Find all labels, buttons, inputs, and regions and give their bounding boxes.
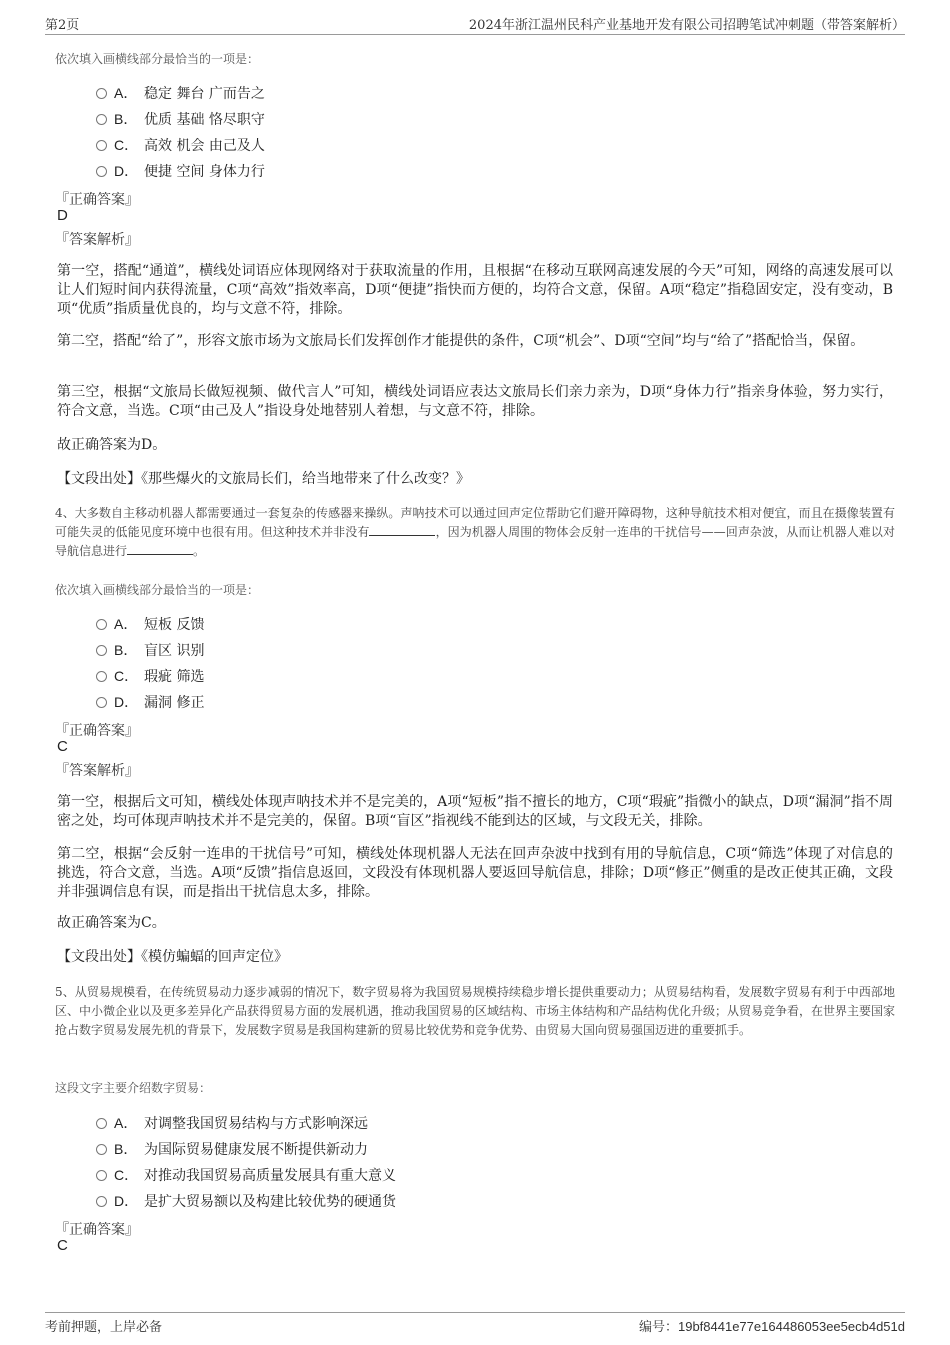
q4-prompt: 依次填入画横线部分最恰当的一项是： <box>55 583 260 597</box>
radio-icon[interactable] <box>96 1118 107 1129</box>
radio-icon[interactable] <box>96 645 107 656</box>
q4-analysis-label: 『答案解析』 <box>55 763 139 779</box>
q3-prompt: 依次填入画横线部分最恰当的一项是： <box>55 52 260 66</box>
blank-2 <box>127 542 193 555</box>
q3-source: 【文段出处】《那些爆火的文旅局长们，给当地带来了什么改变？》 <box>57 471 470 487</box>
q3-analysis-label: 『答案解析』 <box>55 232 139 248</box>
page-footer <box>45 1312 905 1339</box>
q4-stem: 4、大多数自主移动机器人都需要通过一套复杂的传感器来操纵。声呐技术可以通过回声定位帮助它们避开障碍物，这种导航技术相对便宜，而且在摄像装置有可能失灵的低能见度环境中也很有用。但这种技术并非没有 ，因为机器人周围的物体会反射一连串的干扰信号——回声杂波，从而让机器人难以对导航信息进行 。 <box>55 506 895 558</box>
page-number: 第2页 <box>45 18 80 33</box>
q5-correct-label: 『正确答案』 <box>55 1222 139 1238</box>
q5-stem: 5、从贸易规模看，在传统贸易动力逐步减弱的情况下，数字贸易将为我国贸易规模持续稳步增长提供重要动力；从贸易结构看，发展数字贸易有利于中西部地区、中小微企业以及更多差异化产品获得贸易方面的发展机遇，推动我国贸易的区域结构、市场主体结构和产品结构优化升级；从贸易竞争看，在世界主要国家抢占数字贸易发展先机的背景下，发展数字贸易是我国构建新的贸易比较优势和竞争优势、由贸易大国向贸易强国迈进的重要抓手。 <box>55 985 896 1037</box>
footer-slogan: 考前押题，上岸必备 <box>45 1320 163 1335</box>
q4-source: 【文段出处】《模仿蝙蝠的回声定位》 <box>57 949 288 965</box>
footer-code-block <box>639 1316 905 1335</box>
radio-icon[interactable] <box>96 88 107 99</box>
q3-analysis-2: 第二空，搭配“给了”，形容文旅市场为文旅局长们发挥创作才能提供的条件，C项“机会”、D项“空间”均与“给了”搭配恰当，保留。 <box>57 333 865 349</box>
q3-correct-label: 『正确答案』 <box>55 192 139 208</box>
radio-icon[interactable] <box>96 1144 107 1155</box>
q4-conclusion: 故正确答案为C。 <box>57 915 166 931</box>
radio-icon[interactable] <box>96 140 107 151</box>
radio-icon[interactable] <box>96 114 107 125</box>
q4-analysis-1: 第一空，根据后文可知，横线处体现声呐技术并不是完美的，A项“短板”指不擅长的地方，C项“瑕疵”指微小的缺点，D项“漏洞”指不周密之处，均可体现声呐技术并不是完美的，保留。B项“盲区”指视线不能到达的区域，与文段无关，排除。 <box>57 794 893 829</box>
footer-code-label: 编号： <box>638 1320 678 1335</box>
q3-conclusion: 故正确答案为D。 <box>57 437 167 453</box>
radio-icon[interactable] <box>96 166 107 177</box>
radio-icon[interactable] <box>96 1196 107 1207</box>
q3-analysis-3: 第三空，根据“文旅局长做短视频、做代言人”可知，横线处词语应表达文旅局长们亲力亲为，D项“身体力行”指亲身体验，努力实行，符合文意，当选。C项“由己及人”指设身处地替别人着想，与文意不符，排除。 <box>57 384 893 419</box>
q5-answer: C <box>57 1237 68 1254</box>
radio-icon[interactable] <box>96 671 107 682</box>
q3-analysis-1: 第一空，搭配“通道”，横线处词语应体现网络对于获取流量的作用，且根据“在移动互联网高速发展的今天”可知，网络的高速发展可以让人们短时间内获得流量，C项“高效”指效率高，D项“便捷”指快而方便的，均符合文意，保留。A项“稳定”指稳固安定，没有变动，B项“优质”指质量优良的，均与文意不符，排除。 <box>57 263 893 317</box>
radio-icon[interactable] <box>96 1170 107 1181</box>
q5-prompt: 这段文字主要介绍数字贸易： <box>55 1081 212 1095</box>
q4-answer: C <box>57 738 68 755</box>
q4-analysis-2: 第二空，根据“会反射一连串的干扰信号”可知，横线处体现机器人无法在回声杂波中找到有用的导航信息，C项“筛选”体现了对信息的挑选，符合文意，当选。A项“反馈”指信息返回，文段没有体现机器人要返回导航信息，排除；D项“修正”侧重的是改正使其正确，文段并非强调信息有误，而是指出干扰信息太多，排除。 <box>57 846 893 900</box>
page-header <box>45 12 905 35</box>
footer-code: 19bf8441e77e164486053ee5ecb4d51d <box>677 1319 905 1334</box>
radio-icon[interactable] <box>96 619 107 630</box>
document-title: 2024年浙江温州民科产业基地开发有限公司招聘笔试冲刺题（带答案解析） <box>468 18 905 33</box>
blank-1 <box>369 523 435 536</box>
radio-icon[interactable] <box>96 697 107 708</box>
q3-answer: D <box>57 207 68 224</box>
q4-correct-label: 『正确答案』 <box>55 723 139 739</box>
